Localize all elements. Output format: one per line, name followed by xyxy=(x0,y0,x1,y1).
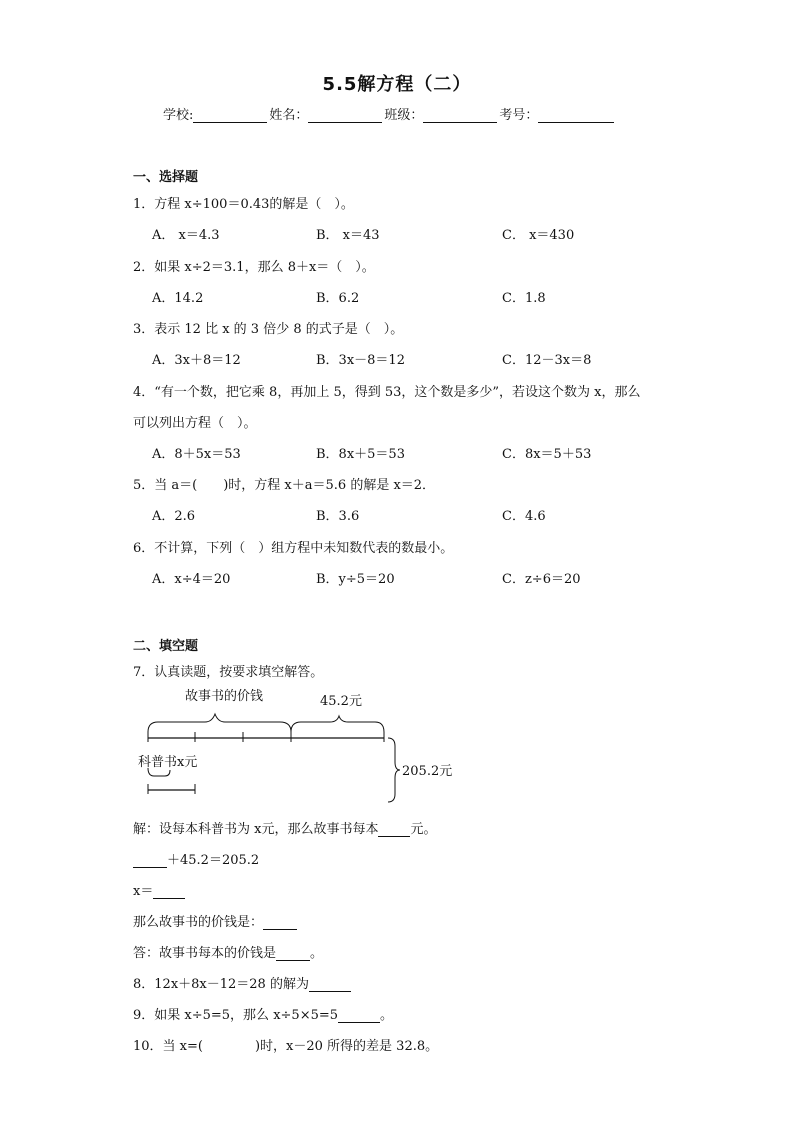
q7-line1 xyxy=(133,818,436,837)
answer-blank[interactable] xyxy=(338,1010,380,1023)
story-book-price-label: 故事书的价钱 xyxy=(185,689,264,704)
option-c[interactable]: C． x＝430 xyxy=(502,228,575,243)
q7-line4-text: 那么故事书的价钱是： xyxy=(133,915,264,930)
option-c[interactable]: C．12－3x＝8 xyxy=(502,353,592,368)
question-stem: 3．表示 12 比 x 的 3 倍少 8 的式子是（ ）。 xyxy=(133,322,404,337)
question-stem: 7．认真读题，按要求填空解答。 xyxy=(133,665,324,680)
option-c[interactable]: C．1.8 xyxy=(502,291,546,306)
question-stem: 10．当 x=( )时，x－20 所得的差是 32.8。 xyxy=(133,1039,439,1054)
total-brace xyxy=(388,738,400,802)
school-label: 学校: xyxy=(163,108,194,123)
option-b[interactable]: B． x＝43 xyxy=(316,228,380,243)
q7-line3-text: x＝ xyxy=(133,884,154,899)
answer-blank[interactable] xyxy=(133,855,167,868)
option-a[interactable]: A．8＋5x＝53 xyxy=(152,447,241,462)
q7-line1-suffix: 元。 xyxy=(410,822,437,837)
q7-line3 xyxy=(133,880,185,899)
class-label: 班级： xyxy=(384,108,424,123)
question-stem: 4．“有一个数，把它乘 8，再加上 5，得到 53，这个数是多少”，若设这个数为 x，那么 xyxy=(133,385,641,400)
option-c[interactable]: C．8x＝5＋53 xyxy=(502,447,592,462)
option-a[interactable]: A．x÷4＝20 xyxy=(152,572,231,587)
school-blank[interactable] xyxy=(193,109,267,123)
q7-line5-text: 答：故事书每本的价钱是 xyxy=(133,946,277,961)
answer-blank[interactable] xyxy=(378,824,410,837)
story-brace xyxy=(148,714,291,732)
question-stem: 6．不计算，下列（ ）组方程中未知数代表的数最小。 xyxy=(133,541,454,556)
option-a[interactable]: A． x＝4.3 xyxy=(152,228,220,243)
extra-brace xyxy=(291,716,384,732)
q7-line4 xyxy=(133,911,297,930)
student-info-line xyxy=(163,104,616,123)
question-9 xyxy=(133,1004,393,1023)
question-stem-continued: 可以列出方程（ ）。 xyxy=(133,416,257,431)
q7-line2 xyxy=(133,849,259,868)
name-blank[interactable] xyxy=(308,109,382,123)
answer-blank[interactable] xyxy=(309,979,351,992)
question-stem: 9．如果 x÷5=5，那么 x÷5×5=5 xyxy=(133,1008,339,1023)
total-amount-label: 205.2元 xyxy=(402,764,453,779)
science-book-label: 科普书x元 xyxy=(138,755,198,770)
line-segment-diagram xyxy=(130,680,460,810)
name-label: 姓名： xyxy=(269,108,309,123)
question-stem: 8．12x＋8x－12＝28 的解为 xyxy=(133,977,309,992)
q7-line5 xyxy=(133,942,323,961)
section-fill-heading: 二、填空题 xyxy=(133,639,199,654)
class-blank[interactable] xyxy=(423,109,497,123)
option-c[interactable]: C．4.6 xyxy=(502,509,546,524)
number-label: 考号： xyxy=(499,108,539,123)
number-blank[interactable] xyxy=(538,109,614,123)
q7-line2-text: ＋45.2＝205.2 xyxy=(167,853,260,868)
option-b[interactable]: B．3.6 xyxy=(316,509,360,524)
option-b[interactable]: B．3x－8＝12 xyxy=(316,353,405,368)
section-choice-heading: 一、选择题 xyxy=(133,170,199,185)
option-c[interactable]: C．z÷6＝20 xyxy=(502,572,581,587)
answer-blank[interactable] xyxy=(276,948,310,961)
option-b[interactable]: B．y÷5＝20 xyxy=(316,572,395,587)
question-stem: 1．方程 x÷100＝0.43的解是（ ）。 xyxy=(133,197,354,212)
q7-line5-suffix: 。 xyxy=(310,946,324,961)
option-a[interactable]: A．3x＋8＝12 xyxy=(152,353,241,368)
question-stem: 5．当 a＝( )时，方程 x＋a＝5.6 的解是 x＝2． xyxy=(133,478,436,493)
question-stem: 2．如果 x÷2＝3.1，那么 8＋x＝（ ）。 xyxy=(133,260,375,275)
answer-blank[interactable] xyxy=(263,917,297,930)
q7-line1-text: 解：设每本科普书为 x元，那么故事书每本 xyxy=(133,822,379,837)
answer-blank[interactable] xyxy=(153,886,185,899)
science-brace-tail xyxy=(154,770,170,776)
question-8 xyxy=(133,973,351,992)
question-suffix: 。 xyxy=(380,1008,394,1023)
option-a[interactable]: A．14.2 xyxy=(152,291,204,306)
option-a[interactable]: A．2.6 xyxy=(152,509,196,524)
extra-amount-label: 45.2元 xyxy=(320,694,362,709)
option-b[interactable]: B．6.2 xyxy=(316,291,360,306)
option-b[interactable]: B．8x＋5＝53 xyxy=(316,447,405,462)
page-title: 5.5解方程（二） xyxy=(322,74,472,95)
